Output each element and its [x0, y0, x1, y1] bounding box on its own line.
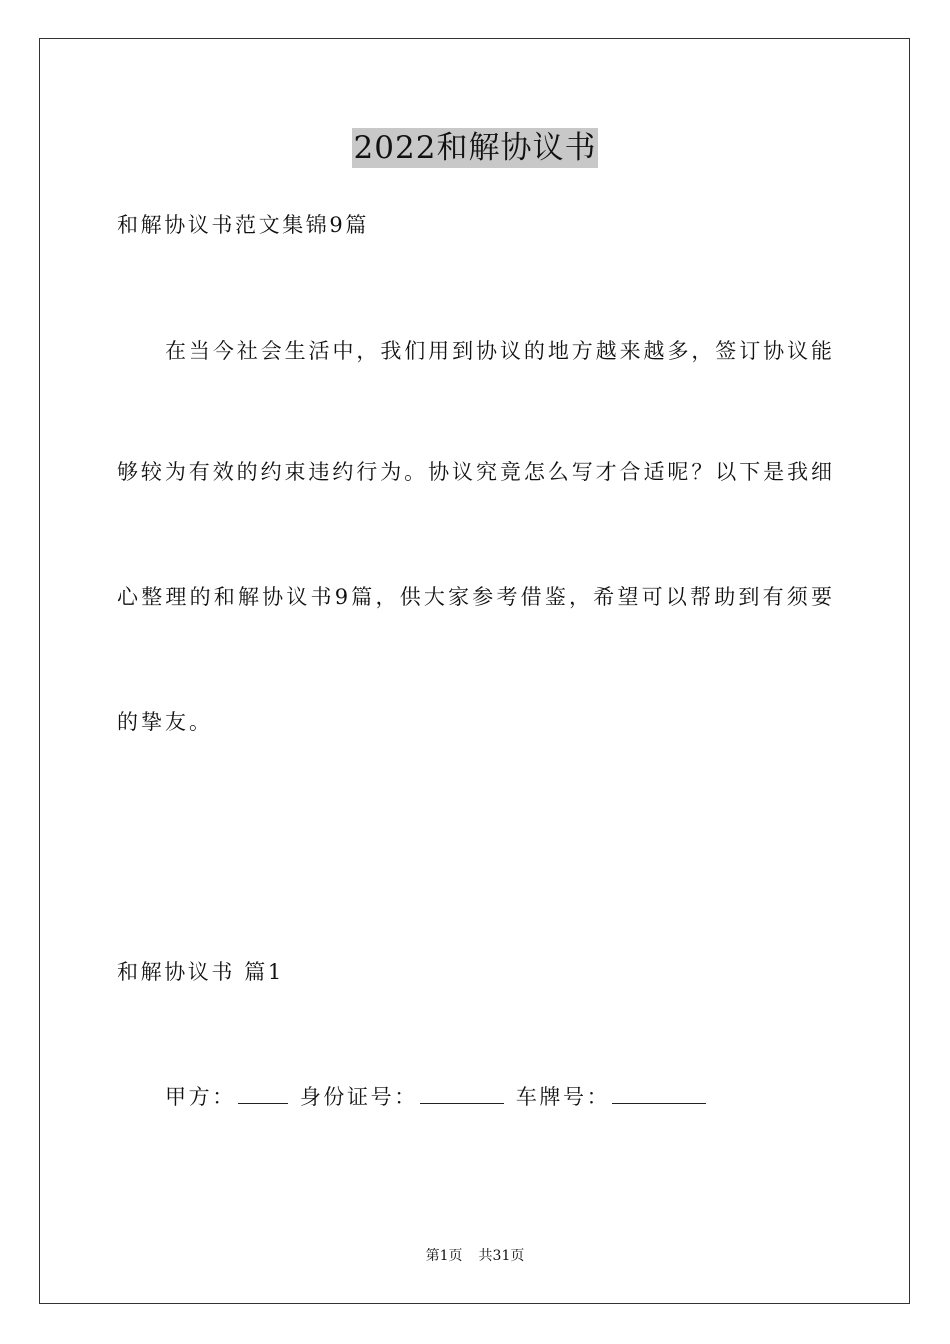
party-a-label: 甲方： [165, 1085, 236, 1109]
plate-number-blank [612, 1083, 706, 1104]
plate-number-label: 车牌号： [515, 1085, 611, 1109]
id-number-label: 身份证号： [299, 1085, 418, 1109]
section-heading: 和解协议书 篇1 [117, 960, 284, 984]
document-title: 2022和解协议书 [353, 130, 597, 166]
title-container [0, 128, 950, 168]
id-number-blank [420, 1083, 504, 1104]
intro-paragraph-line: 的挚友。 [117, 710, 213, 734]
page-number: 第1页 [425, 1248, 463, 1264]
document-subtitle: 和解协议书范文集锦9篇 [117, 213, 369, 237]
total-pages: 共31页 [478, 1248, 525, 1264]
party-a-blank [238, 1083, 288, 1104]
intro-paragraph-line: 心整理的和解协议书9篇，供大家参考借鉴，希望可以帮助到有须要 [117, 585, 832, 609]
intro-paragraph-line: 够较为有效的约束违约行为。协议究竟怎么写才合适呢？以下是我细 [117, 460, 832, 484]
page-footer [0, 1246, 950, 1266]
intro-paragraph-line: 在当今社会生活中，我们用到协议的地方越来越多，签订协议能 [165, 339, 832, 363]
party-fields-row [165, 1083, 706, 1111]
